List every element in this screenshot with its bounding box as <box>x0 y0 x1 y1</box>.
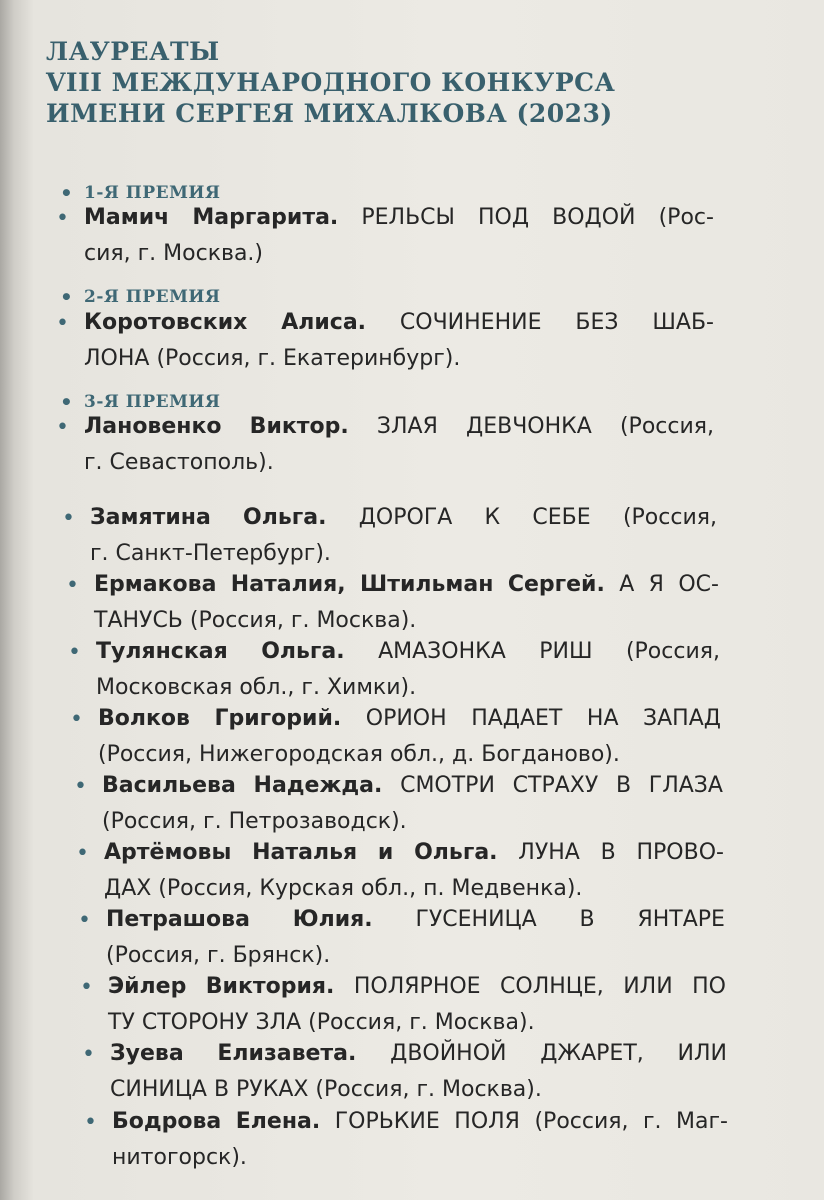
title-word: ПОЛЯ <box>454 1109 520 1134</box>
entry-line-1 <box>84 409 714 445</box>
title-word: В <box>579 907 595 932</box>
title-word: СТРАХУ <box>512 773 599 798</box>
title-word: ДЕВЧОНКА <box>466 414 592 439</box>
title-word: ОС- <box>678 572 719 597</box>
bullet-icon: • <box>56 311 69 336</box>
author-name-word: Тулянская <box>96 639 228 664</box>
title-word: ИЛИ <box>677 1041 727 1066</box>
entry-line-1 <box>106 902 725 938</box>
bullet-icon: • <box>68 640 81 665</box>
laureate-entry <box>84 1104 728 1176</box>
author-name-word: Ольга. <box>243 505 327 530</box>
author-name-word: Алиса. <box>281 310 367 335</box>
title-word: ВОДОЙ <box>552 205 636 230</box>
title-word: СОЛНЦЕ, <box>500 974 604 999</box>
author-name-word: Виктор. <box>249 414 349 439</box>
author-name-word: Ермакова <box>94 572 217 597</box>
title-word: ПАДАЕТ <box>471 706 563 731</box>
author-name-word: Ольга. <box>261 639 345 664</box>
author-name-word: Григорий. <box>214 706 342 731</box>
entry-line-2: (Россия, Нижегородская обл., д. Богданово). <box>98 742 620 767</box>
bullet-icon: • <box>62 506 75 531</box>
author-name-word: Елена. <box>235 1109 321 1134</box>
title-word: (Россия, <box>534 1109 629 1134</box>
author-name-word: Сергей. <box>507 572 605 597</box>
author-name-word: Виктория. <box>205 974 335 999</box>
entry-line-1 <box>98 701 721 737</box>
entry-line-1 <box>90 500 717 536</box>
title-word: ПОЛЯРНОЕ <box>353 974 481 999</box>
prize-heading: • 1-Я ПРЕМИЯ <box>60 181 221 205</box>
author-name-word: Бодрова <box>112 1109 222 1134</box>
entry-line-2: сия, г. Москва.) <box>84 241 264 266</box>
author-name-word: Мамич <box>84 205 170 230</box>
title-word: ДЖАРЕТ, <box>540 1041 644 1066</box>
title-word: (Россия, <box>625 639 720 664</box>
laureate-entry <box>82 1036 727 1108</box>
author-name-word: Замятина <box>90 505 211 530</box>
entry-line-2: нитогорск). <box>112 1145 247 1170</box>
laureate-entry <box>62 500 717 572</box>
laureate-entry <box>76 835 724 907</box>
entry-line-1 <box>94 567 719 603</box>
entry-line-1 <box>110 1036 727 1072</box>
title-word: ЯНТАРЕ <box>637 907 725 932</box>
bullet-icon: • <box>66 573 79 598</box>
author-name-word: Юлия. <box>292 907 373 932</box>
bullet-icon: • <box>56 206 69 231</box>
title-word: ГУСЕНИЦА <box>415 907 537 932</box>
title-word: ЗАПАД <box>643 706 721 731</box>
title-word: ДОРОГА <box>358 505 453 530</box>
prize-heading: • 3-Я ПРЕМИЯ <box>60 390 221 414</box>
author-name-word: Васильева <box>102 773 236 798</box>
bullet-icon: • <box>78 908 91 933</box>
entry-line-1 <box>112 1104 728 1140</box>
author-name-word: Ольга. <box>414 840 498 865</box>
entry-line-2: (Россия, г. Петрозаводск). <box>102 809 407 834</box>
entry-line-2: ТУ СТОРОНУ ЗЛА (Россия, г. Москва). <box>108 1010 535 1035</box>
title-word: ИЛИ <box>623 974 673 999</box>
title-word: РЕЛЬСЫ <box>361 205 455 230</box>
title-word: В <box>600 840 616 865</box>
entry-line-1 <box>84 305 714 341</box>
bullet-icon: • <box>80 975 93 1000</box>
author-name-word: Елизавета. <box>217 1041 357 1066</box>
entry-line-1 <box>84 200 714 236</box>
entry-line-1 <box>108 969 726 1005</box>
title-word: БЕЗ <box>575 310 619 335</box>
title-word: ЗЛАЯ <box>376 414 438 439</box>
title-word: СЕБЕ <box>532 505 591 530</box>
author-name-word: Надежда. <box>253 773 383 798</box>
heading-line-1: ЛАУРЕАТЫ <box>46 37 220 66</box>
title-word: ДВОЙНОЙ <box>390 1041 507 1066</box>
bullet-icon: • <box>60 390 74 414</box>
bullet-icon: • <box>84 1110 97 1135</box>
entry-line-2: г. Севастополь). <box>84 450 274 475</box>
title-word: (Россия, <box>622 505 717 530</box>
entry-line-2: г. Санкт-Петербург). <box>90 541 331 566</box>
bullet-icon: • <box>56 415 69 440</box>
entry-line-2: (Россия, г. Брянск). <box>106 943 331 968</box>
author-name-word: Эйлер <box>108 974 187 999</box>
title-word: В <box>615 773 632 798</box>
bullet-icon: • <box>76 841 89 866</box>
title-word: ЛУНА <box>518 840 580 865</box>
author-name-word: Штильман <box>360 572 494 597</box>
laureate-entry <box>56 200 714 272</box>
title-word: АМАЗОНКА <box>378 639 506 664</box>
title-word: СОЧИНЕНИЕ <box>399 310 542 335</box>
page-heading <box>46 36 615 129</box>
author-name-word: Наталья <box>252 840 358 865</box>
author-name-word: Волков <box>98 706 190 731</box>
laureate-entry <box>56 409 714 481</box>
author-name-word: Наталия, <box>230 572 346 597</box>
author-name-word: и <box>377 840 394 865</box>
author-name-word: Лановенко <box>84 414 222 439</box>
bullet-icon: • <box>70 707 83 732</box>
entry-line-2: ЛОНА (Россия, г. Екатеринбург). <box>84 346 461 371</box>
entry-line-2: Московская обл., г. Химки). <box>96 675 417 700</box>
author-name-word: Маргарита. <box>192 205 339 230</box>
entry-line-2: СИНИЦА В РУКАХ (Россия, г. Москва). <box>110 1077 542 1102</box>
bullet-icon: • <box>82 1042 95 1067</box>
laureate-entry <box>74 768 723 840</box>
title-word: Я <box>648 572 664 597</box>
entry-line-2: ДАХ (Россия, Курская обл., п. Медвенка). <box>104 876 583 901</box>
prize-heading: • 2-Я ПРЕМИЯ <box>60 285 221 309</box>
laureate-entry <box>68 634 720 706</box>
title-word: СМОТРИ <box>400 773 495 798</box>
title-word: ШАБ- <box>652 310 714 335</box>
entry-line-1 <box>96 634 720 670</box>
title-word: ПРОВО- <box>636 840 724 865</box>
author-name-word: Петрашова <box>106 907 250 932</box>
author-name-word: Коротовских <box>84 310 248 335</box>
title-word: ГОРЬКИЕ <box>334 1109 440 1134</box>
laureate-entry <box>80 969 726 1041</box>
title-word: г. <box>642 1109 662 1134</box>
title-word: ГЛАЗА <box>648 773 723 798</box>
title-word: Маг- <box>676 1109 728 1134</box>
entry-line-2: ТАНУСЬ (Россия, г. Москва). <box>94 608 417 633</box>
title-word: ОРИОН <box>365 706 447 731</box>
title-word: (Россия, <box>619 414 714 439</box>
title-word: А <box>619 572 635 597</box>
title-word: К <box>484 505 501 530</box>
bullet-icon: • <box>60 285 74 309</box>
laureate-entry <box>56 305 714 377</box>
title-word: ПО <box>692 974 726 999</box>
laureate-entry <box>78 902 725 974</box>
entry-line-1 <box>102 768 723 804</box>
title-word: ПОД <box>478 205 530 230</box>
bullet-icon: • <box>74 774 87 799</box>
bullet-icon: • <box>60 181 74 205</box>
author-name-word: Зуева <box>110 1041 184 1066</box>
laureate-entry <box>66 567 719 639</box>
author-name-word: Артёмовы <box>104 840 232 865</box>
heading-line-2: VIII МЕЖДУНАРОДНОГО КОНКУРСА <box>46 68 616 97</box>
title-word: НА <box>586 706 619 731</box>
heading-line-3: ИМЕНИ СЕРГЕЯ МИХАЛКОВА (2023) <box>46 99 613 128</box>
title-word: (Рос- <box>658 205 714 230</box>
laureate-entry <box>70 701 721 773</box>
title-word: РИШ <box>539 639 593 664</box>
entry-line-1 <box>104 835 724 871</box>
